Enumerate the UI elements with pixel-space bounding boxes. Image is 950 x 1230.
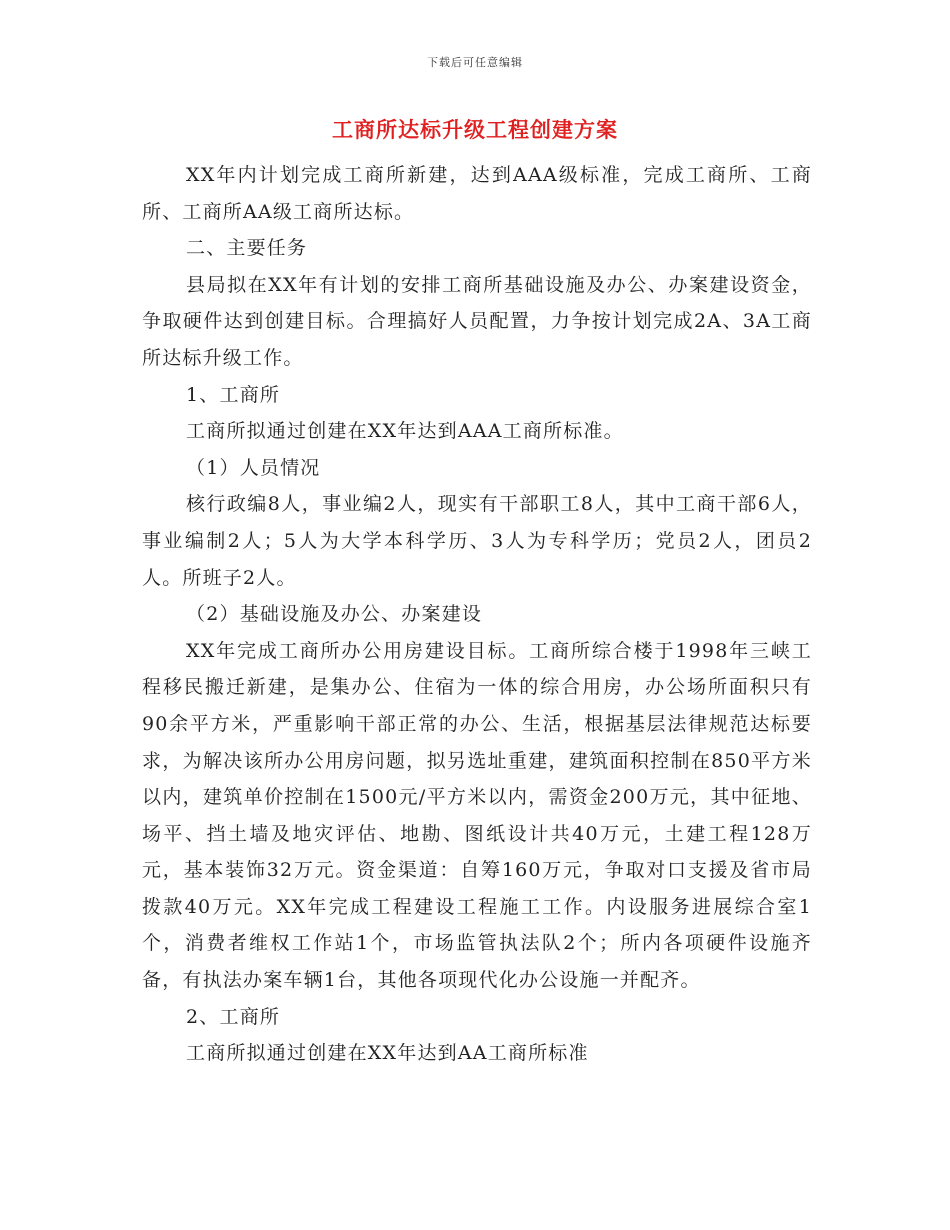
heading-section-2: 2、工商所: [186, 1005, 281, 1028]
heading-section-1: 1、工商所: [186, 383, 281, 406]
heading-infrastructure: （2）基础设施及办公、办案建设: [186, 603, 483, 626]
paragraph-infrastructure: XX年完成工商所办公用房建设目标。工商所综合楼于1998年三峡工程移民搬迁新建，是集办公、住宿为一体的综合用房，办公场所面积只有90余平方米，严重影响干部正常的办公、生活，根据基层法律规范达标要求，为解决该所办公用房问题，拟另选址重建，建筑面积控制在850平方米以内，建筑单价控制在1500元/平方米以内，需资金200万元，其中征地、场平、挡土墙及地灾评估、地勘、图纸设计共40万元，土建工程128万元，基本装饰32万元。资金渠道：自筹160万元，争取对口支援及省市局拨款40万元。XX年完成工程建设工程施工工作。内设服务进展综合室1个，消费者维权工作站1个，市场监管执法队2个；所内各项硬件设施齐备，有执法办案车辆1台，其他各项现代化办公设施一并配齐。: [142, 639, 812, 992]
heading-main-tasks: 二、主要任务: [186, 237, 308, 260]
page-title: 工商所达标升级工程创建方案: [332, 117, 618, 142]
paragraph-funding: 县局拟在XX年有计划的安排工商所基础设施及办公、办案建设资金，争取硬件达到创建目标。合理搞好人员配置，力争按计划完成2A、3A工商所达标升级工作。: [142, 273, 812, 369]
header-note: 下载后可任意编辑: [427, 56, 523, 69]
heading-staff: （1）人员情况: [186, 456, 321, 479]
document-body: [142, 157, 812, 1072]
paragraph-section-1-target: 工商所拟通过创建在XX年达到AAA工商所标准。: [186, 420, 624, 443]
paragraph-goal: XX年内计划完成工商所新建，达到AAA级标准，完成工商所、工商所、工商所AA级工商所达标。: [142, 164, 812, 223]
paragraph-staff: 核行政编8人，事业编2人，现实有干部职工8人，其中工商干部6人，事业编制2人；5人为大学本科学历、3人为专科学历；党员2人，团员2人。所班子2人。: [142, 493, 812, 589]
paragraph-section-2-target: 工商所拟通过创建在XX年达到AA工商所标准: [186, 1042, 589, 1065]
